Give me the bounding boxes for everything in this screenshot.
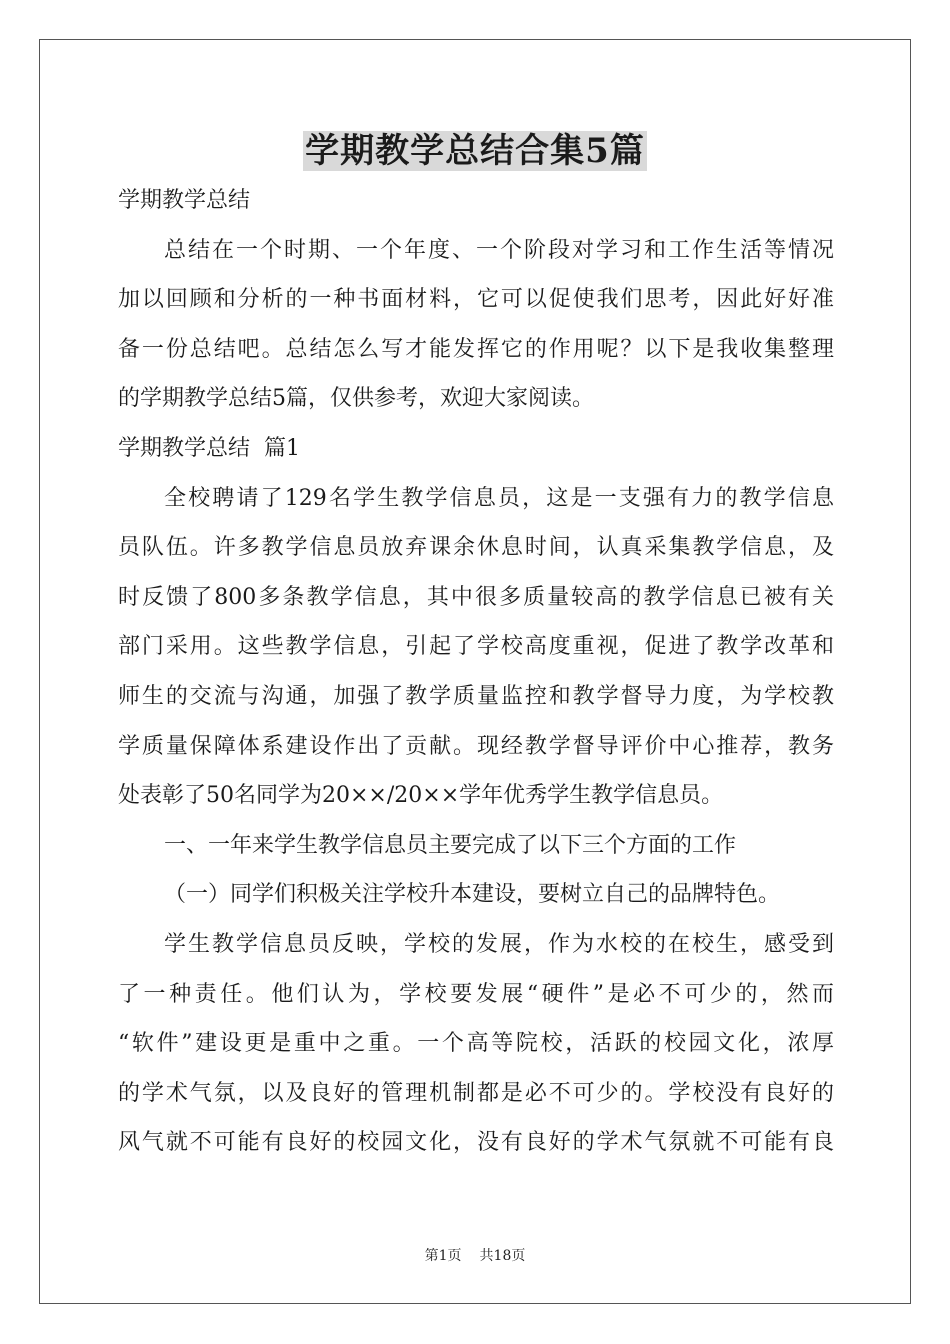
text-line: 的学术气氛，以及良好的管理机制都是必不可少的。学校没有良好的 bbox=[118, 1080, 834, 1106]
text-line: 备一份总结吧。总结怎么写才能发挥它的作用呢？以下是我收集整理 bbox=[118, 336, 834, 362]
text-line: “软件”建设更是重中之重。一个高等院校，活跃的校园文化，浓厚 bbox=[118, 1031, 834, 1057]
text-line: 部门采用。这些教学信息，引起了学校高度重视，促进了教学改革和 bbox=[118, 634, 834, 660]
text-line: 加以回顾和分析的一种书面材料，它可以促使我们思考，因此好好准 bbox=[118, 287, 834, 313]
text-line: 时反馈了800多条教学信息，其中很多质量较高的教学信息已被有关 bbox=[118, 584, 834, 610]
document-title bbox=[0, 128, 950, 174]
section-heading: 学期教学总结 bbox=[118, 188, 251, 213]
page-footer bbox=[0, 1246, 950, 1266]
text-line: 了一种责任。他们认为，学校要发展“硬件”是必不可少的，然而 bbox=[118, 981, 834, 1007]
page-total: 共18页 bbox=[479, 1248, 526, 1264]
text-line: （一）同学们积极关注学校升本建设，要树立自己的品牌特色。 bbox=[164, 882, 781, 908]
document-title-text: 学期教学总结合集5篇 bbox=[305, 131, 645, 171]
text-line: 处表彰了50名同学为20××/20××学年优秀学生教学信息员。 bbox=[118, 783, 724, 809]
text-line: 全校聘请了129名学生教学信息员，这是一支强有力的教学信息 bbox=[164, 485, 834, 511]
text-line: 师生的交流与沟通，加强了教学质量监控和教学督导力度，为学校教 bbox=[118, 683, 834, 709]
text-line: 学质量保障体系建设作出了贡献。现经教学督导评价中心推荐，教务 bbox=[118, 733, 834, 759]
text-line: 风气就不可能有良好的校园文化，没有良好的学术气氛就不可能有良 bbox=[118, 1130, 834, 1156]
text-line: 总结在一个时期、一个年度、一个阶段对学习和工作生活等情况 bbox=[164, 237, 834, 263]
text-line: 一、一年来学生教学信息员主要完成了以下三个方面的工作 bbox=[164, 832, 737, 858]
text-line: 学生教学信息员反映，学校的发展，作为水校的在校生，感受到 bbox=[164, 931, 834, 957]
page-number: 第1页 bbox=[424, 1248, 462, 1264]
document-body bbox=[118, 176, 834, 1168]
text-line: 员队伍。许多教学信息员放弃课余休息时间，认真采集教学信息，及 bbox=[118, 535, 834, 561]
text-line: 的学期教学总结5篇，仅供参考，欢迎大家阅读。 bbox=[118, 386, 594, 412]
section-heading: 学期教学总结 篇1 bbox=[118, 435, 300, 461]
